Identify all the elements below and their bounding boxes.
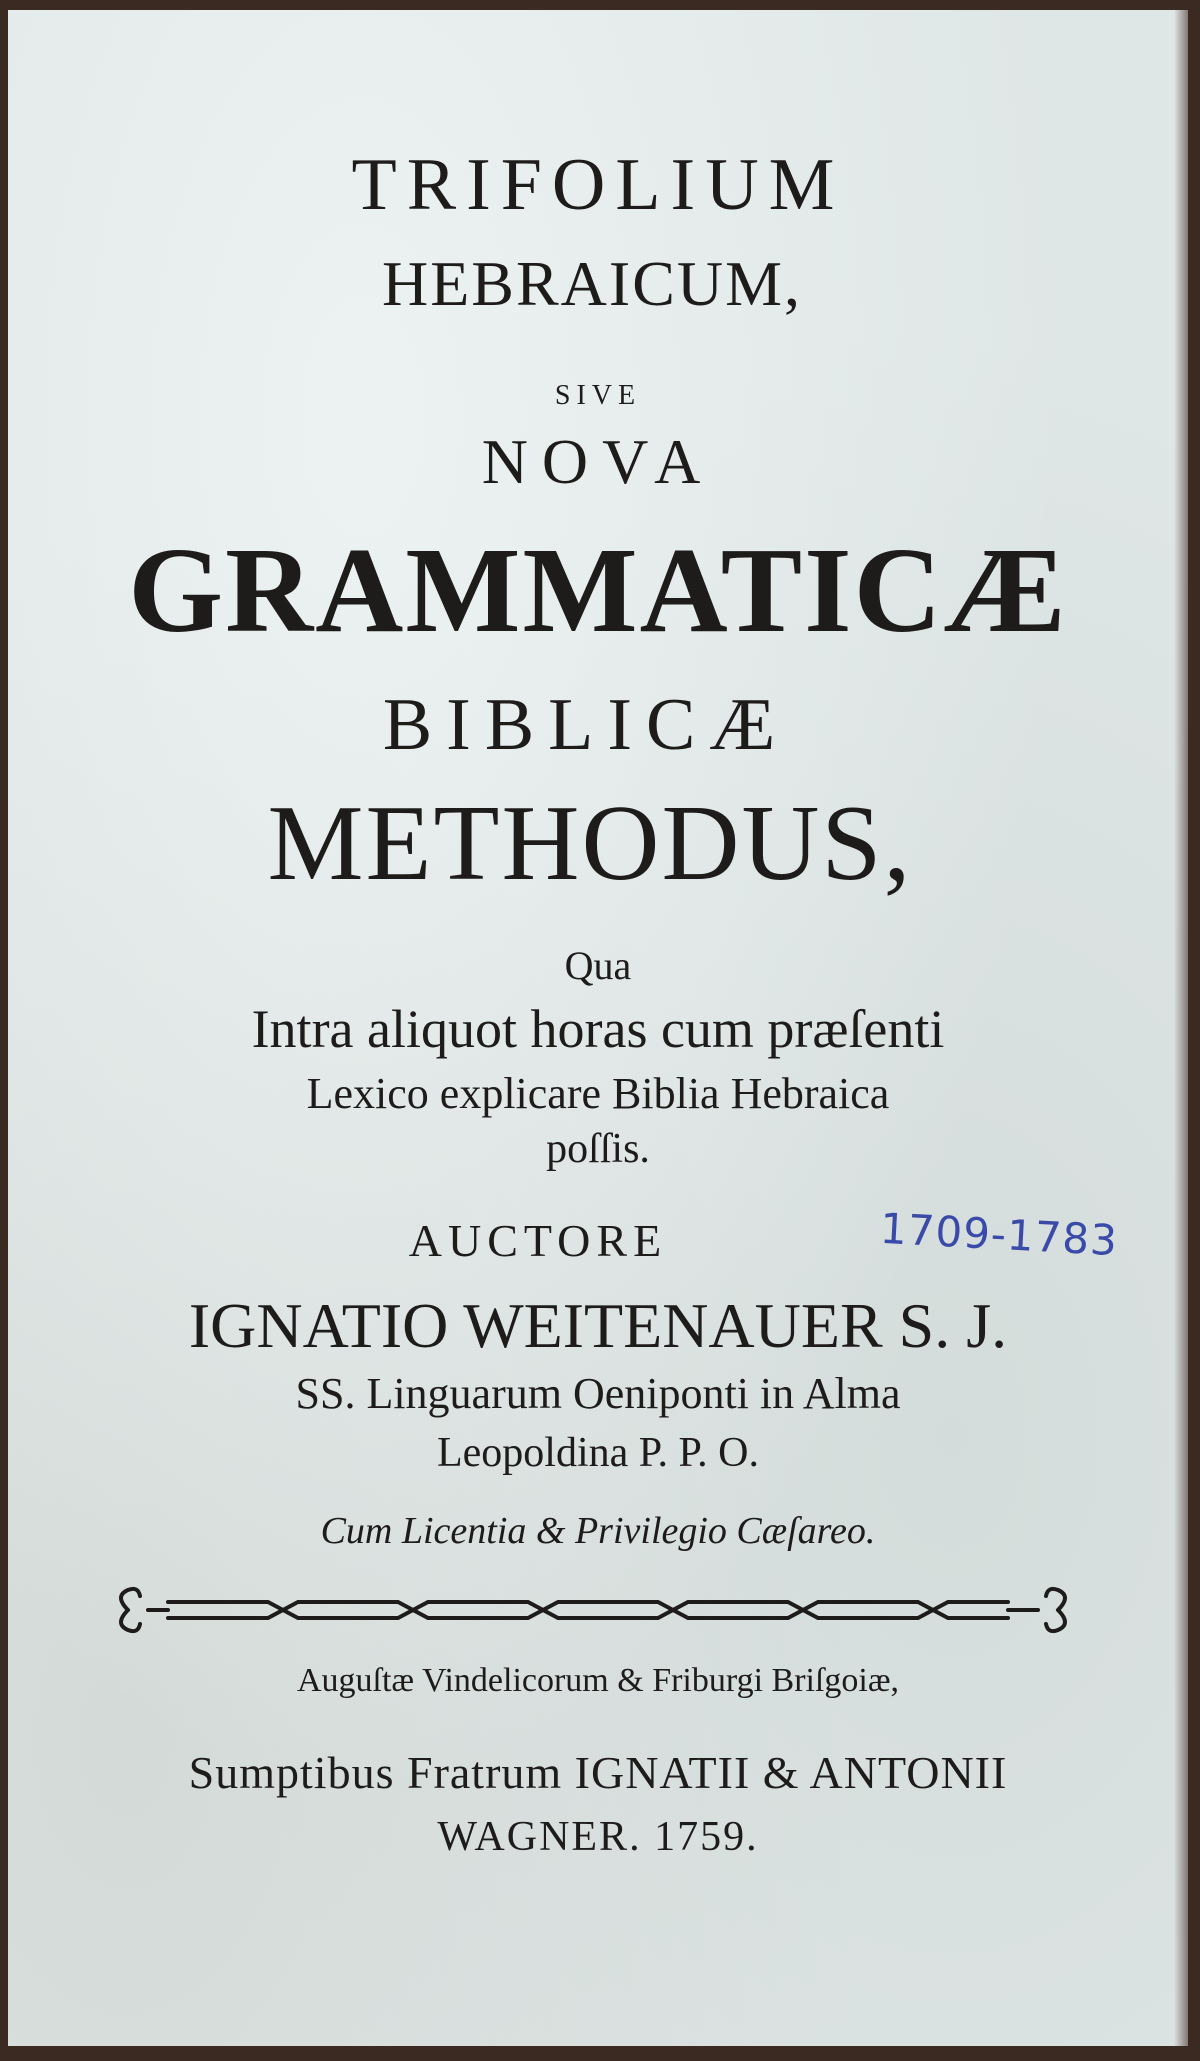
title-line-trifolium: TRIFOLIUM [351,144,845,226]
title-line-grammaticae: GRAMMATICÆ [128,523,1068,658]
handwritten-dates-annotation: 1709-1783 [878,1203,1120,1266]
author-name: IGNATIO WEITENAUER S. J. [188,1290,1008,1361]
privilege-note: Cum Licentia & Privilegio Cæſareo. [320,1510,876,1552]
author-position: SS. Linguarum Oeniponti in Alma [295,1369,901,1418]
title-line-biblicae: BIBLICÆ [382,684,790,766]
imprint-year: WAGNER. 1759. [437,1814,759,1860]
ornamental-rule [108,1580,1088,1640]
subtitle-intra: Intra aliquot horas cum præſenti [251,999,945,1059]
subtitle-lexico: Lexico explicare Biblia Hebraica [306,1069,890,1118]
title-line-methodus: METHODUS, [267,784,913,903]
title-page [8,10,1188,2046]
subtitle-qua: Qua [564,943,632,988]
title-line-nova: NOVA [481,426,715,497]
title-line-sive: SIVE [554,380,642,411]
subtitle-possis: poſſis. [546,1126,650,1172]
imprint-place: Auguſtæ Vindelicorum & Friburgi Briſgoiæ, [296,1662,900,1699]
imprint-publisher: Sumptibus Fratrum IGNATII & ANTONII [188,1747,1008,1798]
author-heading: AUCTORE [408,1215,668,1266]
author-institution: Leopoldina P. P. O. [436,1430,759,1476]
title-line-hebraicum: HEBRAICUM, [381,248,803,319]
